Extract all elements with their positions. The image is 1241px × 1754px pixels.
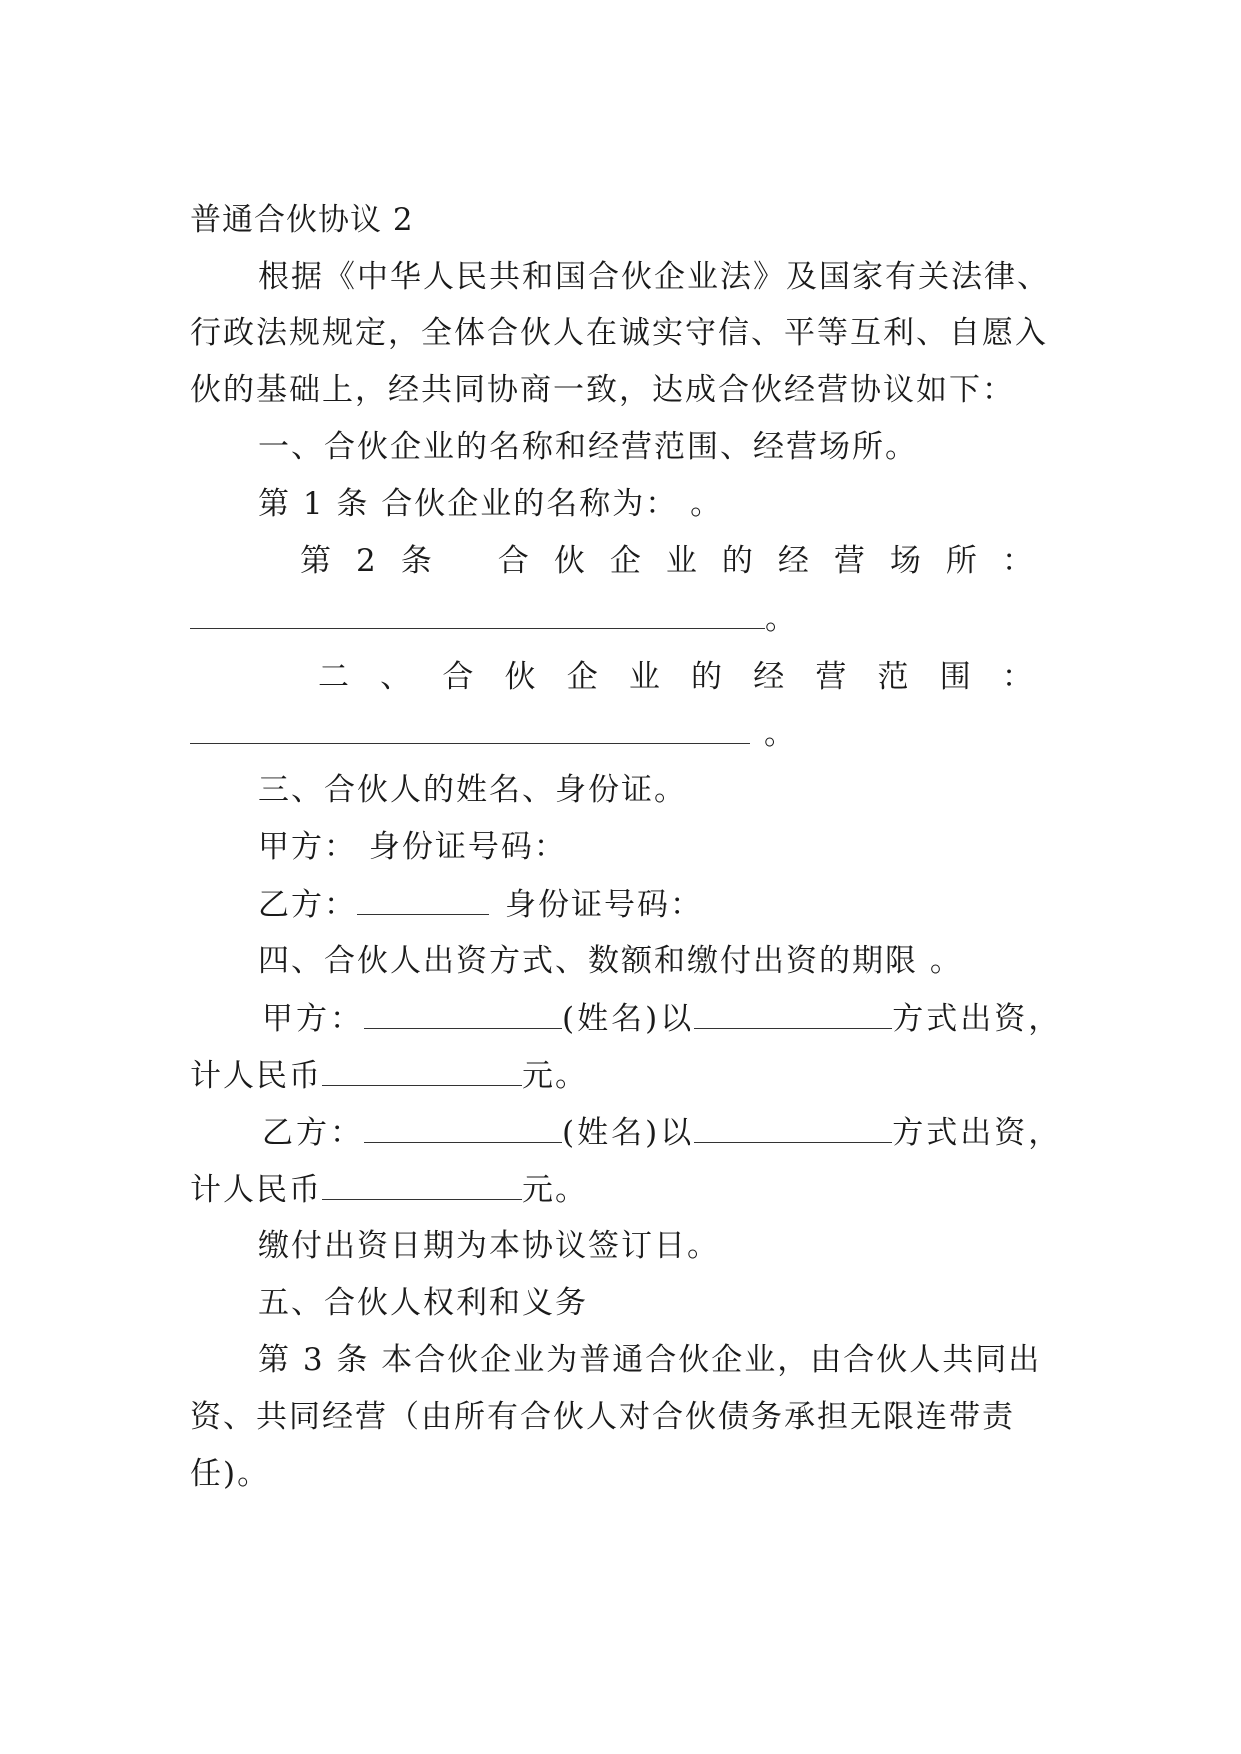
party-a-line: 甲方： 身份证号码： — [258, 829, 567, 865]
section-3-heading: 三、合伙人的姓名、身份证。 — [258, 772, 687, 808]
article-2-char: 企 — [609, 543, 643, 579]
contrib-b-name-label: (姓名)以 — [562, 1115, 695, 1151]
contrib-a-amount-line — [190, 1055, 1070, 1096]
contrib-b-name-blank — [364, 1112, 562, 1143]
section-2-char: 营 — [815, 659, 849, 695]
section-2-char: 业 — [628, 659, 662, 695]
contrib-b-amount-blank — [322, 1169, 522, 1200]
article-2-char: 所 — [945, 543, 979, 579]
contrib-a-method-blank — [694, 998, 892, 1029]
section-2-char: 范 — [877, 659, 911, 695]
party-b-id-label: 身份证号码： — [505, 887, 703, 923]
intro-line-3: 伙的基础上，经共同协商一致，达成合伙经营协议如下： — [190, 372, 1015, 408]
contrib-b-amount-line — [190, 1169, 1070, 1210]
contrib-a-amount-label: 计人民币 — [190, 1058, 322, 1094]
contrib-b-method-label: 方式出资， — [892, 1115, 1063, 1151]
section-2-end: 。 — [764, 716, 795, 752]
contrib-a-label: 甲方： — [262, 1001, 364, 1037]
contrib-a-method-label: 方式出资， — [892, 1001, 1063, 1037]
article-1: 第 1 条 合伙企业的名称为： 。 — [258, 486, 724, 522]
section-2-char: 、 — [380, 659, 414, 695]
article-3-line-2: 资、共同经营（由所有合伙人对合伙债务承担无限连带责 — [190, 1399, 1015, 1435]
article-2-char: 场 — [889, 543, 923, 579]
contrib-a-amount-blank — [322, 1055, 522, 1086]
section-2-char: 二 — [318, 659, 351, 695]
article-2-char: 条 — [400, 543, 434, 579]
section-1-heading: 一、合伙企业的名称和经营范围、经营场所。 — [258, 429, 918, 465]
intro-line-1: 根据《中华人民共和国合伙企业法》及国家有关法律、 — [258, 259, 1050, 295]
section-2-char: ： — [1001, 659, 1035, 695]
article-2-char: 营 — [833, 543, 867, 579]
contrib-a-name-label: (姓名)以 — [562, 1001, 695, 1037]
article-2-line — [300, 541, 1035, 581]
section-2-char: 合 — [442, 659, 476, 695]
article-2-char: 的 — [721, 543, 755, 579]
document-title: 普通合伙协议 2 — [190, 202, 414, 238]
article-3-line-3: 任)。 — [190, 1456, 271, 1492]
section-5-heading: 五、合伙人权利和义务 — [258, 1285, 588, 1321]
contrib-a-line — [262, 998, 1074, 1039]
blank-underline — [190, 713, 750, 744]
section-2-char: 企 — [566, 659, 600, 695]
intro-line-2: 行政法规规定，全体合伙人在诚实守信、平等互利、自愿入 — [190, 315, 1048, 351]
contrib-b-amount-unit: 元。 — [522, 1172, 588, 1208]
section-2-char: 围 — [939, 659, 973, 695]
section-2-char: 经 — [753, 659, 787, 695]
section-2-line — [318, 657, 1035, 697]
spacer — [457, 541, 475, 581]
article-2-char: 2 — [356, 543, 378, 579]
article-2-char: 第 — [300, 543, 333, 579]
section-4-heading: 四、合伙人出资方式、数额和缴付出资的期限 。 — [258, 943, 963, 979]
party-b-line — [258, 884, 1070, 925]
contrib-b-method-blank — [694, 1112, 892, 1143]
contrib-b-line — [262, 1112, 1074, 1153]
section-2-blank-line — [190, 713, 795, 754]
payment-date: 缴付出资日期为本协议签订日。 — [258, 1228, 720, 1264]
section-2-char: 的 — [691, 659, 725, 695]
section-2-char: 伙 — [504, 659, 538, 695]
article-2-end: 。 — [765, 601, 796, 637]
article-2-blank-line — [190, 598, 796, 639]
article-2-char: 经 — [777, 543, 811, 579]
party-b-name-blank — [357, 884, 489, 915]
contrib-b-label: 乙方： — [262, 1115, 364, 1151]
article-2-char: 伙 — [553, 543, 587, 579]
party-b-label: 乙方： — [258, 887, 357, 923]
blank-underline — [190, 598, 765, 629]
article-3-line-1: 第 3 条 本合伙企业为普通合伙企业，由合伙人共同出 — [258, 1342, 1042, 1378]
contrib-a-amount-unit: 元。 — [522, 1058, 588, 1094]
contrib-a-name-blank — [364, 998, 562, 1029]
article-2-char: ： — [1001, 543, 1035, 579]
contrib-b-amount-label: 计人民币 — [190, 1172, 322, 1208]
article-2-char: 合 — [497, 543, 531, 579]
article-2-char: 业 — [665, 543, 699, 579]
